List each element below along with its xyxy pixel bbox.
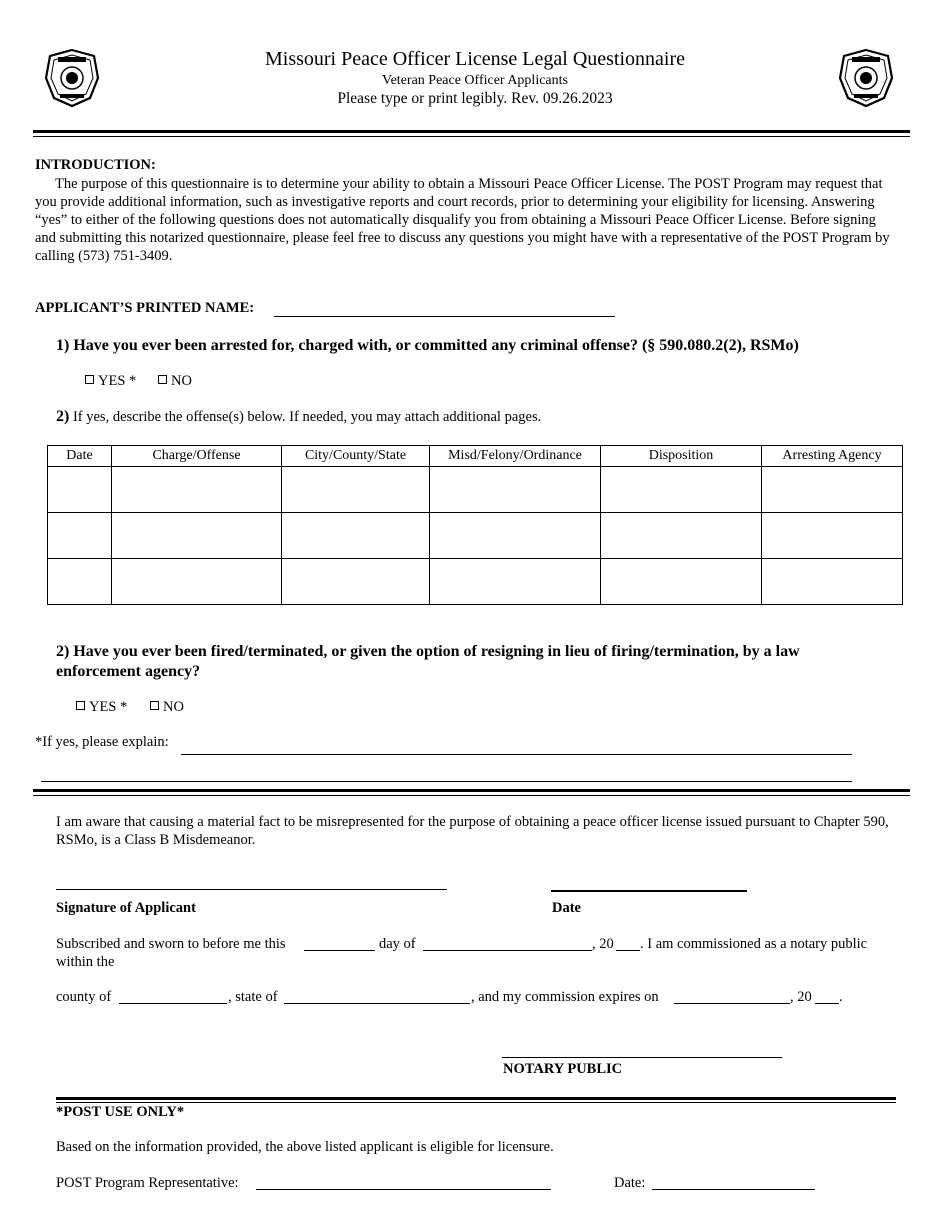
col-location: City/County/State xyxy=(282,446,430,467)
missouri-seal-right-icon xyxy=(838,48,894,108)
notary-line-2b: , state of xyxy=(228,989,278,1005)
table-cell[interactable] xyxy=(48,559,112,605)
col-disposition: Disposition xyxy=(601,446,762,467)
post-rep-label: POST Program Representative: xyxy=(56,1175,239,1191)
intro-body: The purpose of this questionnaire is to determine your ability to obtain a Missouri Peace Officer License. The POST Program may request that you provide additional information, such as investigative reports and court records, prior to determining your eligibility for licensing. Answering “yes” to either of the following questions does not automatically disqualify you from obtaining a Missouri Peace Officer License. Before signing and submitting this notarized questionnaire, please feel free to discuss any questions you might have with a representative of the POST Program by calling (573) 751-3409. xyxy=(35,176,890,264)
table-row xyxy=(48,513,903,559)
applicant-name-label: APPLICANT’S PRINTED NAME: xyxy=(35,300,255,316)
col-classification: Misd/Felony/Ordinance xyxy=(430,446,601,467)
table-cell[interactable] xyxy=(112,467,282,513)
post-date-label: Date: xyxy=(614,1175,646,1191)
q1-yes-option[interactable]: YES * xyxy=(85,373,136,390)
signature-label: Signature of Applicant xyxy=(56,900,196,916)
q1-no-checkbox[interactable] xyxy=(158,375,167,384)
notary-line-1c: , 20 xyxy=(592,936,614,952)
table-cell[interactable] xyxy=(48,467,112,513)
notary-line-1a: Subscribed and sworn to before me this xyxy=(56,936,286,952)
notary-signature-field[interactable] xyxy=(502,1057,782,1058)
header-divider xyxy=(33,130,910,133)
table-cell[interactable] xyxy=(112,559,282,605)
table-cell[interactable] xyxy=(430,467,601,513)
q1-no-option[interactable]: NO xyxy=(158,373,192,390)
notary-county-field[interactable] xyxy=(119,1003,227,1004)
signature-date-label: Date xyxy=(552,900,581,916)
applicant-signature-field[interactable] xyxy=(56,889,447,890)
table-cell[interactable] xyxy=(601,467,762,513)
affirmation-text: I am aware that causing a material fact to be misrepresented for the purpose of obtaining a peace officer license issued pursuant to Chapter 590, RSMo, is a Class B Misdemeanor. xyxy=(56,814,889,848)
table-row xyxy=(48,467,903,513)
notary-expiry-field[interactable] xyxy=(674,1003,790,1004)
post-divider xyxy=(56,1097,896,1100)
post-divider-thin xyxy=(56,1102,896,1103)
notary-line-1d: . I am commissioned as a notary public xyxy=(640,936,868,952)
table-cell[interactable] xyxy=(430,513,601,559)
table-cell[interactable] xyxy=(430,559,601,605)
describe-instruction: 2) If yes, describe the offense(s) below. If needed, you may attach additional pages. xyxy=(56,408,542,425)
applicant-name-field[interactable] xyxy=(274,316,615,317)
table-cell[interactable] xyxy=(282,513,430,559)
notary-line-1b: day of xyxy=(379,936,416,952)
q2-yes-checkbox[interactable] xyxy=(76,701,85,710)
explain-field-line-1[interactable] xyxy=(181,754,852,755)
col-charge: Charge/Offense xyxy=(112,446,282,467)
post-use-statement: Based on the information provided, the above listed applicant is eligible for licensure. xyxy=(56,1139,554,1155)
table-cell[interactable] xyxy=(762,467,903,513)
table-cell[interactable] xyxy=(762,513,903,559)
table-cell[interactable] xyxy=(112,513,282,559)
notary-year-field[interactable] xyxy=(616,950,640,951)
q2-yes-option[interactable]: YES * xyxy=(76,699,127,716)
notary-public-label: NOTARY PUBLIC xyxy=(503,1061,623,1077)
page-title: Missouri Peace Officer License Legal Questionnaire xyxy=(264,48,686,70)
col-agency: Arresting Agency xyxy=(762,446,903,467)
offense-table xyxy=(47,445,903,605)
notary-line-2e: . xyxy=(839,989,843,1005)
table-cell[interactable] xyxy=(282,559,430,605)
notary-line-2c: , and my commission expires on xyxy=(471,989,659,1005)
table-cell[interactable] xyxy=(601,513,762,559)
table-cell[interactable] xyxy=(48,513,112,559)
notary-line-1e: within the xyxy=(56,954,115,970)
notary-month-field[interactable] xyxy=(423,950,592,951)
header-divider-thin xyxy=(33,136,910,137)
notary-expiry-year-field[interactable] xyxy=(815,1003,839,1004)
section-divider xyxy=(33,789,910,792)
signature-date-field[interactable] xyxy=(551,890,747,892)
notary-day-field[interactable] xyxy=(304,950,375,951)
intro-heading: INTRODUCTION: xyxy=(35,157,156,173)
notary-state-field[interactable] xyxy=(284,1003,470,1004)
table-cell[interactable] xyxy=(282,467,430,513)
table-cell[interactable] xyxy=(762,559,903,605)
post-rep-field[interactable] xyxy=(256,1189,551,1190)
section-divider-thin xyxy=(33,795,910,796)
post-use-heading: *POST USE ONLY* xyxy=(56,1104,185,1120)
page-subtitle: Veteran Peace Officer Applicants xyxy=(382,73,568,88)
table-row xyxy=(48,559,903,605)
notary-line-2a: county of xyxy=(56,989,112,1005)
page-instructions: Please type or print legibly. Rev. 09.26.2023 xyxy=(337,90,613,107)
post-date-field[interactable] xyxy=(652,1189,815,1190)
question-2: 2) Have you ever been fired/terminated, or given the option of resigning in lieu of firing/termination, by a law enforcement agency? xyxy=(56,643,800,680)
explain-label: *If yes, please explain: xyxy=(35,734,169,750)
q2-no-option[interactable]: NO xyxy=(150,699,184,716)
missouri-seal-left-icon xyxy=(44,48,100,108)
q1-yes-checkbox[interactable] xyxy=(85,375,94,384)
col-date: Date xyxy=(48,446,112,467)
notary-line-2d: , 20 xyxy=(790,989,812,1005)
q2-no-checkbox[interactable] xyxy=(150,701,159,710)
table-cell[interactable] xyxy=(601,559,762,605)
question-1: 1) Have you ever been arrested for, charged with, or committed any criminal offense? (§ 590.080.2(2), RSMo) xyxy=(56,337,799,354)
explain-field-line-2[interactable] xyxy=(41,781,852,782)
